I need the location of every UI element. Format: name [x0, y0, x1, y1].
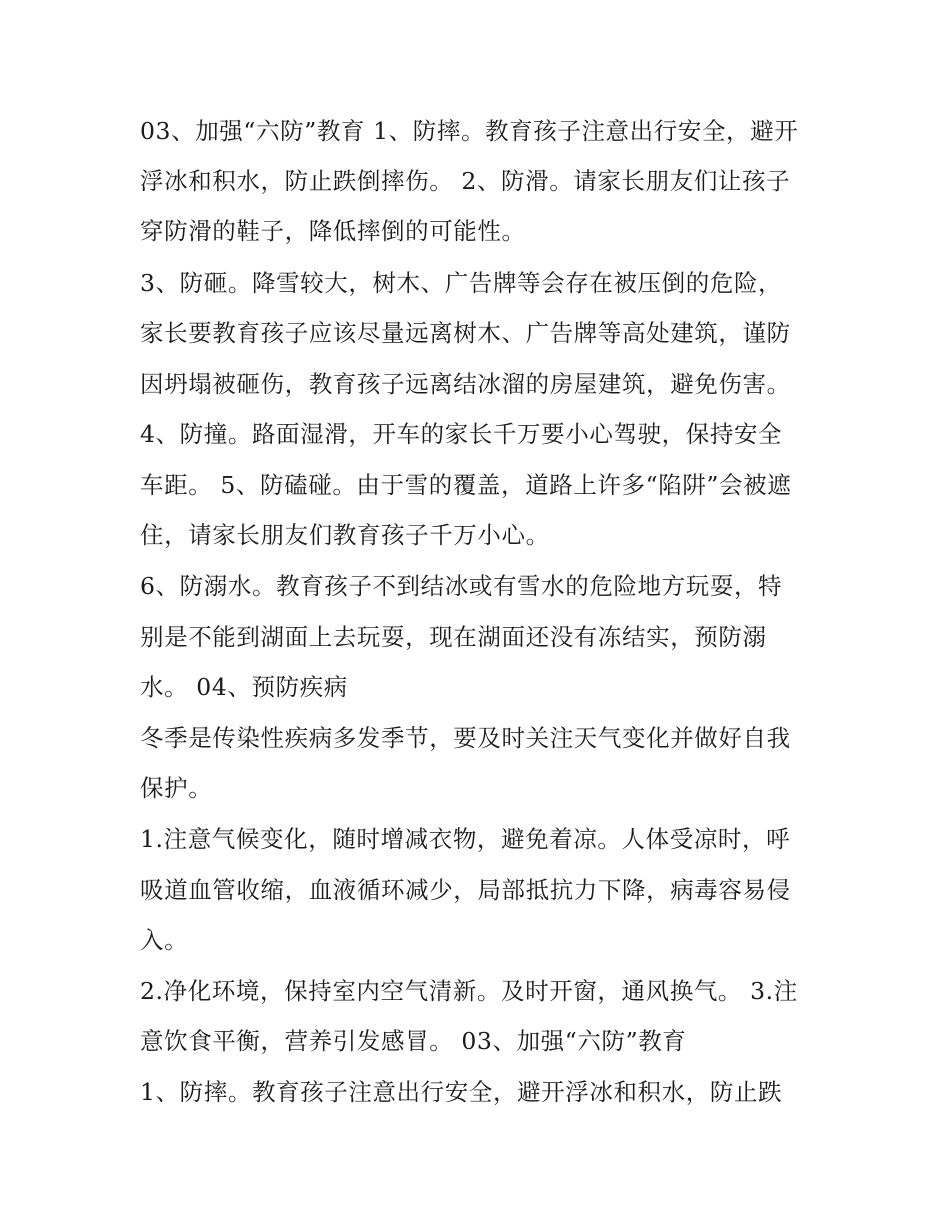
text-line: 1.注意气候变化，随时增减衣物，避免着凉。人体受凉时，呼: [140, 825, 791, 853]
text-line: 别是不能到湖面上去玩耍，现在湖面还没有冻结实，预防溺: [140, 623, 767, 651]
text-line: 穿防滑的鞋子，降低摔倒的可能性。: [140, 217, 526, 245]
text-line: 车距。 5、防磕碰。由于雪的覆盖，道路上许多“陷阱”会被遮: [140, 471, 792, 499]
text-line: 家长要教育孩子应该尽量远离树木、广告牌等高处建筑，谨防: [140, 319, 791, 347]
text-line: 2.净化环境，保持室内空气清新。及时开窗，通风换气。 3.注: [140, 977, 798, 1005]
text-line: 吸道血管收缩，血液循环减少，局部抵抗力下降，病毒容易侵: [140, 876, 791, 904]
text-line: 浮冰和积水，防止跌倒摔伤。 2、防滑。请家长朋友们让孩子: [140, 167, 791, 195]
text-line: 保护。: [140, 774, 213, 802]
text-line: 3、防砸。降雪较大，树木、广告牌等会存在被压倒的危险，: [140, 269, 783, 297]
text-line: 03、加强“六防”教育 1、防摔。教育孩子注意出行安全，避开: [140, 117, 799, 145]
text-line: 6、防溺水。教育孩子不到结冰或有雪水的危险地方玩耍，特: [140, 572, 783, 600]
text-line: 冬季是传染性疾病多发季节，要及时关注天气变化并做好自我: [140, 724, 791, 752]
text-line: 意饮食平衡，营养引发感冒。 03、加强“六防”教育: [140, 1027, 687, 1055]
text-line: 入。: [140, 926, 189, 954]
text-line: 4、防撞。路面湿滑，开车的家长千万要小心驾驶，保持安全: [140, 420, 783, 448]
text-line: 1、防摔。教育孩子注意出行安全，避开浮冰和积水，防止跌: [140, 1078, 783, 1106]
text-line: 因坍塌被砸伤，教育孩子远离结冰溜的房屋建筑，避免伤害。: [140, 370, 791, 398]
text-line: 住，请家长朋友们教育孩子千万小心。: [140, 521, 550, 549]
text-line: 水。 04、预防疾病: [140, 673, 348, 701]
